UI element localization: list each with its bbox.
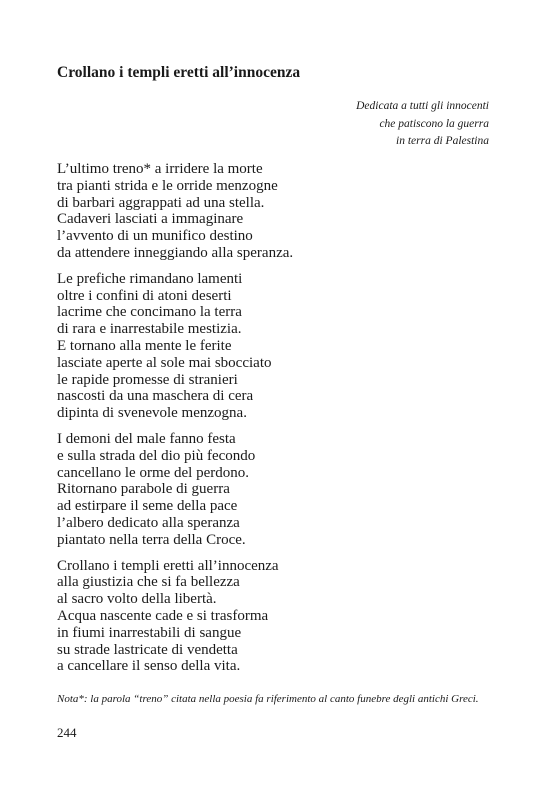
verse-line: lasciate aperte al sole mai sbocciato — [57, 354, 272, 371]
verse-line: E tornano alla mente le ferite — [57, 337, 232, 354]
verse-line: I demoni del male fanno festa — [57, 430, 236, 447]
verse-line: l’albero dedicato alla speranza — [57, 514, 240, 531]
verse-line: Acqua nascente cade e si trasforma — [57, 607, 269, 624]
poem-body — [57, 161, 497, 684]
stanza-1 — [57, 161, 497, 262]
verse-line: al sacro volto della libertà. — [57, 591, 217, 608]
verse-line: L’ultimo treno* a irridere la morte — [57, 161, 263, 177]
verse-line: alla giustizia che si fa bellezza — [57, 574, 240, 591]
verse-line: Crollano i templi eretti all’innocenza — [57, 557, 279, 574]
stanza-2 — [57, 271, 497, 422]
dedication-line: che patiscono la guerra — [379, 117, 489, 130]
verse-line: tra pianti strida e le orride menzogne — [57, 177, 278, 194]
verse-line: in fiumi inarrestabili di sangue — [57, 624, 242, 641]
verse-line: su strade lastricate di vendetta — [57, 641, 238, 658]
verse-line: lacrime che concimano la terra — [57, 304, 242, 321]
verse-line: le rapide promesse di stranieri — [57, 371, 238, 388]
poem-title: Crollano i templi eretti all’innocenza — [57, 64, 301, 81]
page-number: 244 — [57, 725, 77, 740]
verse-line: da attendere inneggiando alla speranza. — [57, 244, 294, 261]
verse-line: cancellano le orme del perdono. — [57, 464, 249, 481]
verse-line: dipinta di svenevole menzogna. — [57, 405, 247, 422]
dedication-line: Dedicata a tutti gli innocenti — [356, 100, 489, 112]
verse-line: a cancellare il senso della vita. — [57, 658, 241, 675]
verse-line: ad estirpare il seme della pace — [57, 498, 238, 515]
verse-line: di barbari aggrappati ad una stella. — [57, 194, 265, 211]
footnote: Nota*: la parola “treno” citata nella poesia fa riferimento al canto funebre degli antichi Greci. — [57, 693, 479, 705]
verse-line: di rara e inarrestabile mestizia. — [57, 321, 242, 338]
verse-line: Le prefiche rimandano lamenti — [57, 270, 243, 287]
verse-line: piantato nella terra della Croce. — [57, 531, 246, 548]
verse-line: Ritornano parabole di guerra — [57, 481, 230, 498]
stanza-3 — [57, 431, 497, 549]
dedication-line: in terra di Palestina — [396, 135, 489, 147]
stanza-4 — [57, 558, 497, 676]
dedication — [356, 98, 489, 151]
verse-line: nascosti da una maschera di cera — [57, 388, 254, 405]
verse-line: l’avvento di un munifico destino — [57, 228, 253, 245]
verse-line: Cadaveri lasciati a immaginare — [57, 211, 244, 228]
verse-line: oltre i confini di atoni deserti — [57, 287, 232, 304]
verse-line: e sulla strada del dio più fecondo — [57, 447, 256, 464]
